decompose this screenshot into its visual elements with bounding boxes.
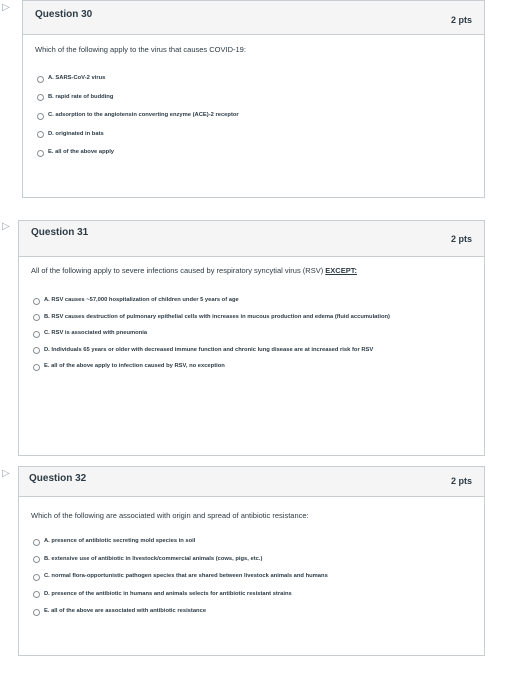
question-prompt: Which of the following are associated with origin and spread of antibiotic resistance:: [31, 511, 309, 520]
radio-button[interactable]: [33, 574, 40, 581]
question-points: 2 pts: [450, 476, 472, 486]
question-title: Question 32: [29, 473, 87, 484]
answer-list: [37, 75, 467, 157]
question-32: [18, 466, 485, 656]
question-header: [23, 1, 484, 35]
question-header: [19, 221, 484, 257]
question-points: 2 pts: [450, 15, 472, 25]
answer-option[interactable]: E. all of the above are associated with antibiotic resistance: [33, 608, 473, 616]
radio-button[interactable]: [33, 591, 40, 598]
question-30: [22, 0, 485, 198]
question-31: [18, 220, 485, 456]
answer-option[interactable]: C. RSV is associated with pneumonia: [33, 330, 473, 338]
flag-icon[interactable]: ▷: [2, 468, 10, 479]
radio-button[interactable]: [33, 331, 40, 338]
answer-list: [33, 297, 473, 371]
answer-option[interactable]: A. SARS-CoV-2 virus: [37, 75, 467, 83]
radio-button[interactable]: [37, 94, 44, 101]
radio-button[interactable]: [33, 298, 40, 305]
radio-button[interactable]: [33, 609, 40, 616]
radio-button[interactable]: [33, 314, 40, 321]
answer-option[interactable]: C. normal flora-opportunistic pathogen species that are shared between livestock animals and humans: [33, 573, 473, 581]
radio-button[interactable]: [33, 539, 40, 546]
emphasis-except: EXCEPT:: [325, 266, 357, 275]
flag-icon[interactable]: ▷: [2, 2, 10, 13]
answer-option[interactable]: B. rapid rate of budding: [37, 94, 467, 102]
radio-button[interactable]: [33, 347, 40, 354]
question-points: 2 pts: [450, 234, 472, 244]
answer-option[interactable]: C. adsorption to the angiotensin converting enzyme (ACE)-2 receptor: [37, 112, 467, 120]
answer-option[interactable]: B. RSV causes destruction of pulmonary epithelial cells with increases in mucous production and edema (fluid accumulation): [33, 314, 473, 322]
flag-icon[interactable]: ▷: [2, 221, 10, 232]
question-header: [19, 467, 484, 497]
question-title: Question 30: [35, 9, 93, 20]
answer-option[interactable]: B. extensive use of antibiotic in livestock/commercial animals (cows, pigs, etc.): [33, 556, 473, 564]
answer-list: [33, 538, 473, 616]
answer-option[interactable]: E. all of the above apply: [37, 149, 467, 157]
radio-button[interactable]: [33, 364, 40, 371]
radio-button[interactable]: [33, 556, 40, 563]
question-title: Question 31: [31, 227, 89, 238]
radio-button[interactable]: [37, 131, 44, 138]
answer-option[interactable]: D. originated in bats: [37, 131, 467, 139]
radio-button[interactable]: [37, 113, 44, 120]
answer-option[interactable]: A. RSV causes ~57,000 hospitalization of children under 5 years of age: [33, 297, 473, 305]
radio-button[interactable]: [37, 150, 44, 157]
answer-option[interactable]: E. all of the above apply to infection caused by RSV, no exception: [33, 363, 473, 371]
question-prompt: Which of the following apply to the virus that causes COVID-19:: [35, 45, 246, 54]
question-prompt: All of the following apply to severe infections caused by respiratory syncytial virus (RSV) EXCEPT:: [31, 266, 357, 275]
answer-option[interactable]: A. presence of antibiotic secreting mold species in soil: [33, 538, 473, 546]
answer-option[interactable]: D. Individuals 65 years or older with decreased immune function and chronic lung disease are at increased risk for RSV: [33, 347, 473, 355]
answer-option[interactable]: D. presence of the antibiotic in humans and animals selects for antibiotic resistant strains: [33, 591, 473, 599]
radio-button[interactable]: [37, 76, 44, 83]
